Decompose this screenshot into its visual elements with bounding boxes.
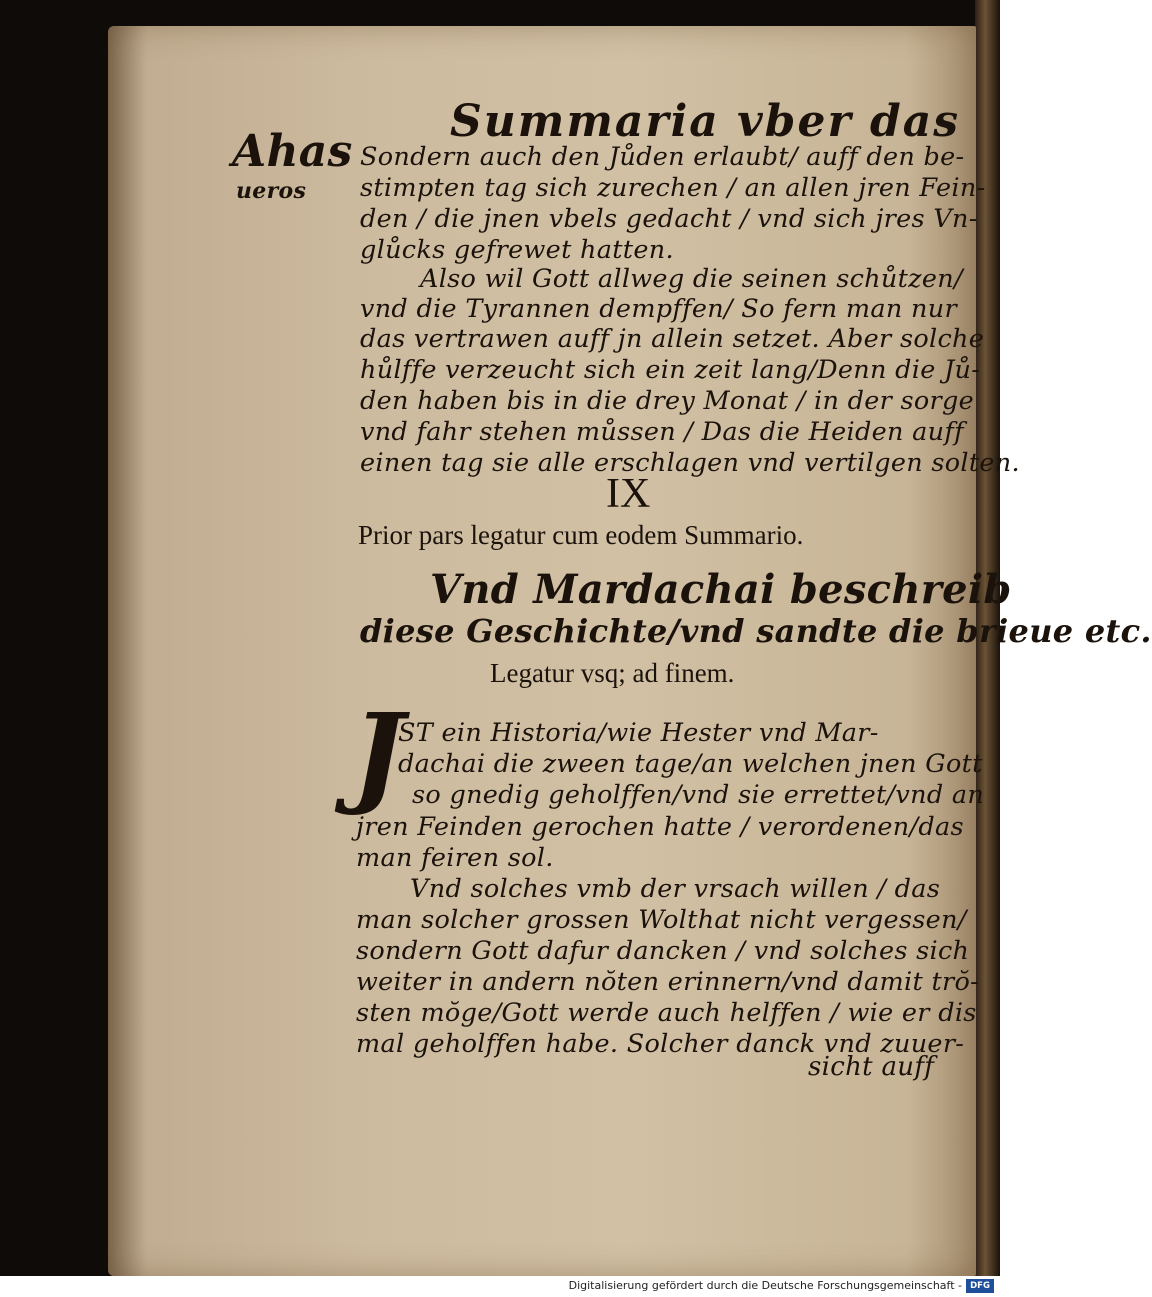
margin-note-bottom: ueros [236,178,307,204]
text-line: den / die jnen vbels gedacht / vnd sich jres Vn- [360,204,978,234]
running-heading: Summaria vber das [450,96,960,147]
text-line: vnd fahr stehen můssen / Das die Heiden auff [360,417,964,447]
chapter-number: IX [606,471,651,517]
scripture-heading-2: diese Geschichte/vnd sandte die brieue etc. [360,612,1152,650]
text-line: ST ein Historia/wie Hester vnd Mar- [398,718,879,748]
text-line: sondern Gott dafur dancken / vnd solches sich [356,936,970,966]
text-line: dachai die zween tage/an welchen jnen Gott [398,749,983,779]
text-line: Also wil Gott allweg die seinen schůtzen/ [420,264,963,294]
text-line: hůlffe verzeucht sich ein zeit lang/Denn die Jů- [360,355,981,385]
catchword: sicht auff [808,1052,935,1082]
footer-bar [0,1276,1000,1297]
text-line: man solcher grossen Wolthat nicht vergessen/ [356,905,967,935]
text-line: Vnd solches vmb der vrsach willen / das [410,874,941,904]
funding-credit: Digitalisierung gefördert durch die Deutsche Forschungsgemeinschaft - [568,1279,962,1292]
prior-pars-line: Prior pars legatur cum eodem Summario. [358,520,804,550]
text-line: so gnedig geholffen/vnd sie errettet/vnd an [412,780,985,810]
drop-cap: J [352,689,405,818]
text-line: stimpten tag sich zurechen / an allen jren Fein- [360,173,986,203]
dfg-logo-icon[interactable]: DFG [966,1279,994,1293]
text-line: vnd die Tyrannen dempffen/ So fern man nur [360,294,957,324]
text-line: sten mŏge/Gott werde auch helffen / wie er dis [356,998,977,1028]
text-line: glůcks gefrewet hatten. [360,235,674,265]
text-line: Sondern auch den Jůden erlaubt/ auff den be- [360,142,965,172]
margin-note-top: Ahas [232,126,353,177]
legatur-line: Legatur vsq; ad finem. [490,658,735,688]
text-line: einen tag sie alle erschlagen vnd vertilgen solten. [360,448,1020,478]
text-line: jren Feinden gerochen hatte / verordenen/das [356,812,964,842]
text-line: das vertrawen auff jn allein setzet. Aber solche [360,324,985,354]
scripture-heading-1: Vnd Mardachai beschreib [430,566,1012,613]
text-line: man feiren sol. [356,843,554,873]
gutter-shadow [108,26,148,1276]
text-line: weiter in andern nŏten erinnern/vnd damit trŏ- [356,967,980,997]
text-line: mal geholffen habe. Solcher danck vnd zuuer- [356,1029,965,1059]
text-line: den haben bis in die drey Monat / in der sorge [360,386,975,416]
